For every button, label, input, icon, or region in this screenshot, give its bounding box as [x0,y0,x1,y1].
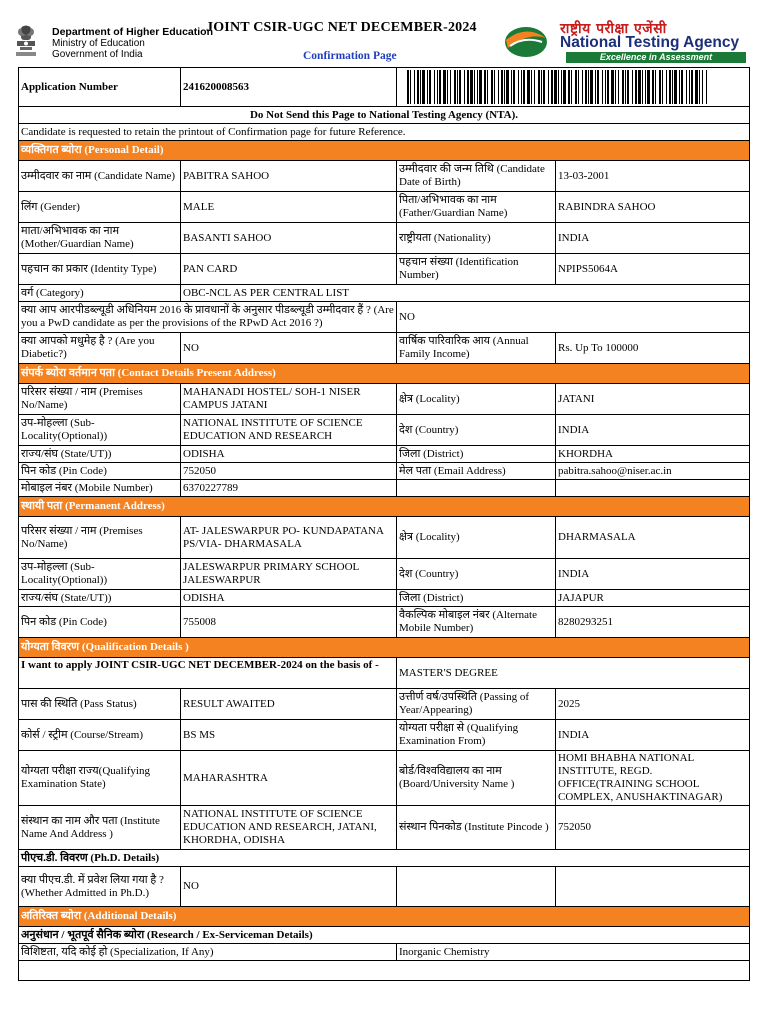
table-row [19,751,750,806]
field-value: NATIONAL INSTITUTE OF SCIENCE EDUCATION AND RESEARCH [181,415,397,446]
field-label: पास की स्थिति (Pass Status) [19,689,181,720]
field-label: उम्मीदवार की जन्म तिथि (Candidate Date of Birth) [397,161,556,192]
page-title: JOINT CSIR-UGC NET DECEMBER-2024 [206,20,477,35]
barcode-bar [551,70,553,104]
field-label: क्षेत्र (Locality) [397,384,556,415]
barcode-bar [625,70,626,104]
field-label: संस्थान का नाम और पता (Institute Name And Address ) [19,806,181,850]
table-row [19,480,750,497]
barcode-bar [655,70,656,104]
department-block [52,27,213,60]
barcode-bar [443,70,446,104]
field-value: AT- JALESWARPUR PO- KUNDAPATANA PS/VIA- DHARMASALA [181,517,397,559]
barcode-bar [607,70,609,104]
field-value: KHORDHA [556,446,750,463]
table-row [19,254,750,285]
barcode-bar [554,70,557,104]
barcode-bar [627,70,629,104]
field-value: NATIONAL INSTITUTE OF SCIENCE EDUCATION AND RESEARCH, JATANI, KHORDHA, ODISHA [181,806,397,850]
table-row [19,223,750,254]
ministry-name: Ministry of Education [52,38,145,49]
barcode-bar [420,70,421,104]
field-value: INDIA [556,223,750,254]
field-label: उत्तीर्ण वर्ष/उपस्थिति (Passing of Year/Appearing) [397,689,556,720]
section-contact-details: संपर्क ब्योरा वर्तमान पता (Contact Details Present Address) [19,364,750,384]
barcode-bar [706,70,707,104]
barcode-bar [590,70,593,104]
annual-income-label: वार्षिक पारिवारिक आय (Annual Family Income) [397,333,556,364]
barcode-bar [479,70,482,104]
barcode-bar [575,70,577,104]
table-row [19,285,750,302]
field-label: संस्थान पिनकोड (Institute Pincode ) [397,806,556,850]
apply-basis-label: I want to apply JOINT CSIR-UGC NET DECEMBER-2024 on the basis of - [19,658,397,689]
field-value: 752050 [556,806,750,850]
field-label: उम्मीदवार का नाम (Candidate Name) [19,161,181,192]
barcode-bar [477,70,478,104]
table-row [19,689,750,720]
retain-printout-notice: Candidate is requested to retain the printout of Confirmation page for future Reference. [19,124,750,141]
nta-english-name: National Testing Agency [560,34,740,51]
application-number-label: Application Number [19,68,181,107]
barcode-bar [605,70,606,104]
field-value: HOMI BHABHA NATIONAL INSTITUTE, REGD. OFFICE(TRAINING SCHOOL COMPLEX, ANUSHAKTINAGAR) [556,751,750,806]
field-value: 752050 [181,463,397,480]
nta-tagline: Excellence in Assessment [566,52,746,63]
field-value: INDIA [556,720,750,751]
confirmation-form-table [18,67,750,981]
barcode-bar [447,70,448,104]
barcode-bar [638,70,641,104]
barcode-bar [595,70,596,104]
barcode-bar [464,70,465,104]
phd-details-heading: पीएच.डी. विवरण (Ph.D. Details) [19,850,750,867]
barcode-bar [538,70,540,104]
barcode-bar [588,70,589,104]
barcode-bar [672,70,673,104]
nta-hindi-name: राष्ट्रीय परीक्षा एजेंसी [560,21,667,37]
barcode-bar [487,70,488,104]
field-value: ODISHA [181,590,397,607]
phd-admitted-label: क्या पीएच.डी. में प्रवेश लिया गया है ? (Whether Admitted in Ph.D.) [19,867,181,907]
barcode-bar [642,70,643,104]
section-qualification-details: योग्यता विवरण (Qualification Details ) [19,638,750,658]
table-row [19,463,750,480]
barcode-bar [597,70,599,104]
barcode-bar [681,70,683,104]
barcode-bar [548,70,549,104]
table-row [19,192,750,223]
barcode-bar [689,70,690,104]
barcode-bar [666,70,667,104]
table-row [19,446,750,463]
barcode-bar [618,70,619,104]
barcode-bar [602,70,603,104]
field-label: जिला (District) [397,446,556,463]
barcode-bar [521,70,522,104]
field-value: INDIA [556,415,750,446]
barcode-bar [679,70,680,104]
barcode-bar [427,70,428,104]
diabetic-value: NO [181,333,397,364]
field-label: राज्य/संघ (State/UT)) [19,590,181,607]
field-value: BS MS [181,720,397,751]
barcode-bar [652,70,654,104]
barcode-bar [417,70,419,104]
barcode-bar [474,70,475,104]
barcode-bar [470,70,473,104]
barcode-bar [632,70,633,104]
barcode-bar [582,70,583,104]
barcode-image [407,70,707,104]
barcode-bar [686,70,687,104]
barcode-bar [647,70,650,104]
field-label: उप-मोहल्ला (Sub-Locality(Optional)) [19,415,181,446]
field-value: JATANI [556,384,750,415]
field-value: MAHANADI HOSTEL/ SOH-1 NISER CAMPUS JATANI [181,384,397,415]
barcode-bar [454,70,456,104]
table-row [19,944,750,961]
table-row [19,590,750,607]
barcode-bar [484,70,486,104]
barcode-bar [429,70,431,104]
barcode-bar [506,70,509,104]
national-emblem-icon [14,24,38,58]
barcode-bar [494,70,495,104]
table-row [19,161,750,192]
barcode-bar [501,70,503,104]
barcode-bar [534,70,535,104]
barcode-bar [459,70,461,104]
barcode-bar [558,70,559,104]
barcode-bar [669,70,671,104]
barcode-bar [645,70,646,104]
barcode-bar [674,70,677,104]
barcode-bar [563,70,566,104]
field-value: BASANTI SAHOO [181,223,397,254]
barcode-bar [541,70,542,104]
field-label: क्षेत्र (Locality) [397,517,556,559]
barcode-bar [571,70,572,104]
mobile-number-value: 6370227789 [181,480,397,497]
field-value: JAJAPUR [556,590,750,607]
field-label: देश (Country) [397,559,556,590]
field-label: पहचान का प्रकार (Identity Type) [19,254,181,285]
section-additional-details: अतिरिक्त ब्योरा (Additional Details) [19,907,750,927]
table-row [19,384,750,415]
annual-income-value: Rs. Up To 100000 [556,333,750,364]
barcode-bar [662,70,663,104]
field-label: माता/अभिभावक का नाम (Mother/Guardian Name) [19,223,181,254]
specialization-value: Inorganic Chemistry [397,944,750,961]
field-value: MAHARASHTRA [181,751,397,806]
barcode-bar [543,70,545,104]
field-label: पिन कोड (Pin Code) [19,463,181,480]
table-row [19,806,750,850]
field-label: वैकल्पिक मोबाइल नंबर (Alternate Mobile Number) [397,607,556,638]
phd-admitted-value: NO [181,867,397,907]
field-label: परिसर संख्या / नाम (Premises No/Name) [19,384,181,415]
barcode-bar [702,70,703,104]
field-label: पिन कोड (Pin Code) [19,607,181,638]
barcode-bar [407,70,409,104]
mobile-number-label: मोबाइल नंबर (Mobile Number) [19,480,181,497]
barcode-bar [691,70,693,104]
barcode-bar [513,70,515,104]
field-label: पिता/अभिभावक का नाम (Father/Guardian Name) [397,192,556,223]
table-row [19,302,750,333]
section-personal-detail: व्यक्तिगत ब्योरा (Personal Detail) [19,141,750,161]
barcode-bar [434,70,435,104]
apply-basis-value: MASTER'S DEGREE [397,658,750,689]
barcode-bar [498,70,499,104]
barcode-bar [695,70,698,104]
barcode-bar [410,70,411,104]
field-value: RESULT AWAITED [181,689,397,720]
field-label: उप-मोहल्ला (Sub-Locality(Optional)) [19,559,181,590]
field-value: DHARMASALA [556,517,750,559]
table-row [19,607,750,638]
pwd-question-label: क्या आप आरपीडब्ल्यूडी अधिनियम 2016 के प्रावधानों के अनुसार पीडब्ल्यूडी उम्मीदवार हैं ? (Are you a PwD candidate as per the provisions of the RPwD Act 2016 ?) [19,302,397,333]
email-value: pabitra.sahoo@niser.ac.in [556,463,750,480]
barcode-bar [523,70,525,104]
barcode-bar [504,70,505,104]
field-value: NPIPS5064A [556,254,750,285]
field-label: परिसर संख्या / नाम (Premises No/Name) [19,517,181,559]
barcode-bar [518,70,519,104]
diabetic-label: क्या आपको मधुमेह है ? (Are you Diabetic?) [19,333,181,364]
field-label: लिंग (Gender) [19,192,181,223]
table-row [19,720,750,751]
barcode-bar [578,70,579,104]
barcode-bar [467,70,469,104]
field-value: PABITRA SAHOO [181,161,397,192]
confirmation-page-label: Confirmation Page [303,50,397,62]
field-value: ODISHA [181,446,397,463]
nta-logo-icon [504,22,548,58]
barcode-bar [422,70,425,104]
department-name: Department of Higher Education [52,26,214,38]
barcode-bar [437,70,438,104]
barcode-bar [457,70,458,104]
table-row [19,559,750,590]
category-label: वर्ग (Category) [19,285,181,302]
do-not-send-notice: Do Not Send this Page to National Testing Agency (NTA). [19,107,750,124]
barcode-bar [491,70,493,104]
barcode-bar [611,70,614,104]
field-value: 13-03-2001 [556,161,750,192]
application-number-value: 241620008563 [181,68,397,107]
barcode-bar [568,70,570,104]
field-label: बोर्ड/विश्वविद्यालय का नाम (Board/University Name ) [397,751,556,806]
government-name: Government of India [52,49,143,60]
barcode-bar [450,70,451,104]
page-header [0,0,768,68]
field-value: JALESWARPUR PRIMARY SCHOOL JALESWARPUR [181,559,397,590]
field-label: जिला (District) [397,590,556,607]
field-label: देश (Country) [397,415,556,446]
barcode-bar [699,70,700,104]
table-row [19,415,750,446]
field-value: 755008 [181,607,397,638]
specialization-label: विशिष्टता, यदि कोई हो (Specialization, If Any) [19,944,397,961]
barcode-bar [511,70,512,104]
barcode-bar [414,70,415,104]
table-row [19,333,750,364]
pwd-answer-value: NO [397,302,750,333]
barcode-bar [439,70,441,104]
barcode-bar [635,70,637,104]
section-permanent-address: स्थायी पता (Permanent Address) [19,497,750,517]
field-value: MALE [181,192,397,223]
barcode-bar [615,70,616,104]
field-value: 8280293251 [556,607,750,638]
application-number-row [19,68,750,107]
field-value: INDIA [556,559,750,590]
field-value: RABINDRA SAHOO [556,192,750,223]
barcode-bar [585,70,587,104]
barcode-bar [561,70,562,104]
field-value: PAN CARD [181,254,397,285]
field-label: राष्ट्रीयता (Nationality) [397,223,556,254]
table-row [19,658,750,689]
field-label: मेल पता (Email Address) [397,463,556,480]
field-label: योग्यता परीक्षा राज्य(Qualifying Examination State) [19,751,181,806]
field-label: योग्यता परीक्षा से (Qualifying Examination From) [397,720,556,751]
barcode-bar [622,70,624,104]
field-label: राज्य/संघ (State/UT)) [19,446,181,463]
table-row [19,517,750,559]
barcode-bar [531,70,532,104]
field-value: 2025 [556,689,750,720]
barcode-bar [527,70,530,104]
barcode-bar [659,70,661,104]
field-label: पहचान संख्या (Identification Number) [397,254,556,285]
category-value: OBC-NCL AS PER CENTRAL LIST [181,285,750,302]
field-label: कोर्स / स्ट्रीम (Course/Stream) [19,720,181,751]
table-row [19,867,750,907]
research-ex-serviceman-heading: अनुसंधान / भूतपूर्व सैनिक ब्योरा (Research / Ex-Serviceman Details) [19,927,750,944]
